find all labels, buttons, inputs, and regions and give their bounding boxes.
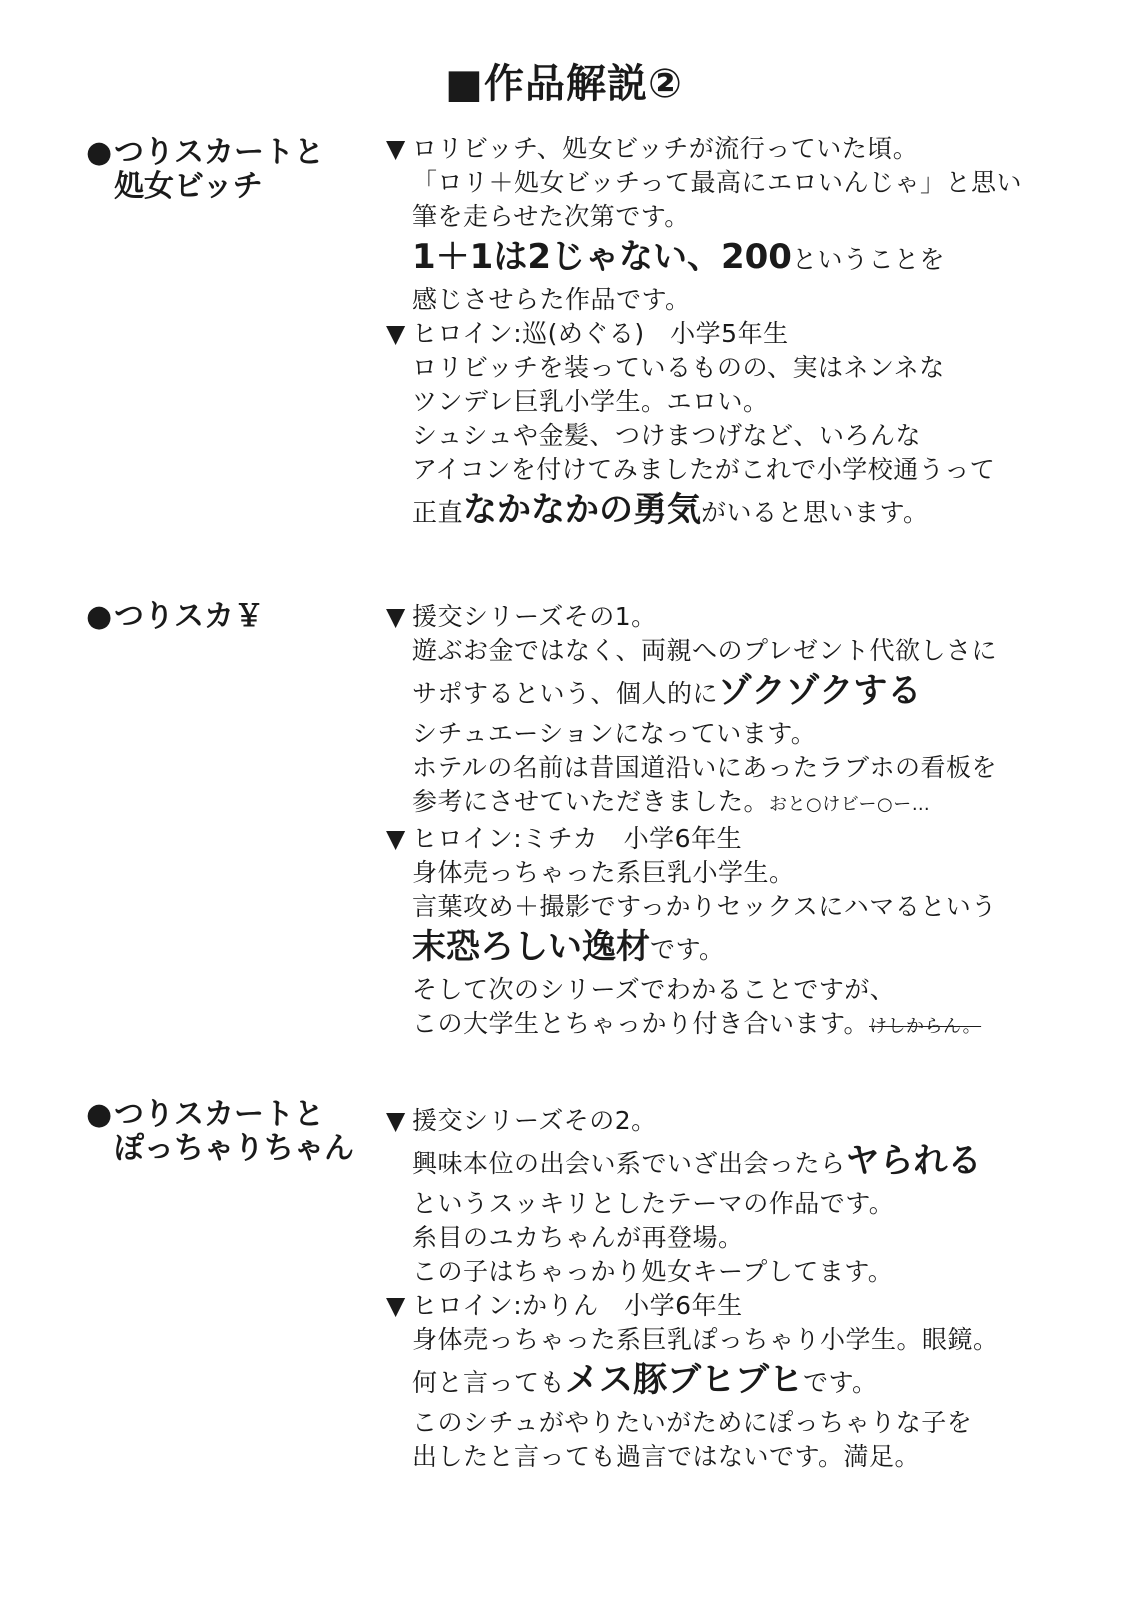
text-line: 筆を走らせた次第です。 [412,202,690,231]
text-line: ホテルの名前は昔国道沿いにあったラブホの看板を [412,753,998,782]
text: です。 [803,1368,878,1397]
text: ということを [791,245,945,274]
text-line: 身体売っちゃった系巨乳ぽっちゃり小学生。眼鏡。 [412,1325,999,1354]
section-heading [86,600,386,634]
text-line: ロリビッチを装っているものの、実はネンネな [412,353,945,382]
heading-line: つりスカートと [114,135,324,170]
bullet-icon: ● [86,1097,113,1132]
text-line [386,668,1086,717]
emphasis-text: メス豚ブヒブヒ [565,1360,804,1400]
emphasis-text: 1＋1は2じゃない、200 [412,237,792,277]
text-line: 言葉攻め＋撮影ですっかりセックスにハマるという [412,892,997,921]
triangle-marker-icon: ▼ [386,824,406,853]
text-line: ツンデレ巨乳小学生。エロい。 [412,387,769,416]
text-line [386,600,1086,634]
triangle-marker-icon: ▼ [386,602,406,631]
text-line [386,1357,1086,1406]
emphasis-text: 末恐ろしい逸材 [412,927,650,967]
text-line [386,924,1086,973]
text: です。 [650,935,725,964]
heading-line: つりスカートと [114,1097,324,1132]
text-line: そして次のシリーズでわかることですが、 [412,975,896,1004]
text: ロリビッチ、処女ビッチが流行っていた頃。 [412,134,919,163]
text-line: 身体売っちゃった系巨乳小学生。 [412,858,795,887]
text: ヒロイン:巡(めぐる) 小学5年生 [412,319,789,348]
text-line: 出したと言っても過言ではないです。満足。 [412,1442,921,1471]
text-line: 感じさせらた作品です。 [412,285,691,314]
text-line: 遊ぶお金ではなく、両親へのプレゼント代欲しさに [412,636,998,665]
text-line [386,1104,1086,1138]
text-line [386,1138,1086,1187]
text: サポするという、個人的に [412,679,719,708]
text-line [386,234,1086,283]
triangle-marker-icon: ▼ [386,1106,406,1135]
text-line: アイコンを付けてみましたがこれで小学校通うって [412,455,996,484]
emphasis-text: なかなかの勇気 [463,490,702,530]
small-text: おと○けビー○ー… [769,794,931,815]
text-line: このシチュがやりたいがためにぽっちゃりな子を [412,1408,973,1437]
text: 援交シリーズその1。 [412,602,657,631]
text-line [386,317,1086,351]
text-line [386,1007,1086,1044]
triangle-marker-icon: ▼ [386,1291,406,1320]
text: ヒロイン:かりん 小学6年生 [412,1291,743,1320]
triangle-marker-icon: ▼ [386,134,406,163]
bullet-icon: ● [86,599,113,634]
strikethrough-text: けしからん。 [869,1016,982,1037]
emphasis-text: ゾクゾクする [718,671,922,711]
text: 何と言っても [412,1368,566,1397]
section-body [386,1104,1086,1474]
text: 興味本位の出会い系でいざ出会ったら [412,1149,846,1178]
text-line: シュシュや金髪、つけまつげなど、いろんな [412,421,922,450]
text-line [386,785,1086,822]
text-line: 「ロリ＋処女ビッチって最高にエロいんじゃ」と思い [412,168,1023,197]
section-body [386,132,1086,536]
text-line [386,132,1086,166]
text-line [386,822,1086,856]
text: 援交シリーズその2。 [412,1106,657,1135]
triangle-marker-icon: ▼ [386,319,406,348]
text: この大学生とちゃっかり付き合います。 [412,1009,870,1038]
text-line: というスッキリとしたテーマの作品です。 [412,1189,895,1218]
heading-line: 処女ビッチ [114,169,263,204]
heading-line: ぽっちゃりちゃん [114,1131,354,1166]
text-line [386,487,1086,536]
section-heading [86,1098,386,1166]
page-title: ■作品解説② [445,61,683,107]
text-line: 糸目のユカちゃんが再登場。 [412,1223,744,1252]
text: 正直 [412,498,464,527]
text-line: この子はちゃっかり処女キープしてます。 [412,1257,894,1286]
emphasis-text: ヤられる [845,1141,982,1181]
text: ヒロイン:ミチカ 小学6年生 [412,824,743,853]
text: がいると思います。 [701,498,929,527]
heading-line: つりスカ￥ [114,599,264,634]
text-line: シチュエーションになっています。 [412,719,817,748]
section-body [386,600,1086,1044]
bullet-icon: ● [86,135,113,170]
text-line [386,1289,1086,1323]
section-heading [86,136,386,204]
text: 参考にさせていただきました。 [412,787,770,816]
